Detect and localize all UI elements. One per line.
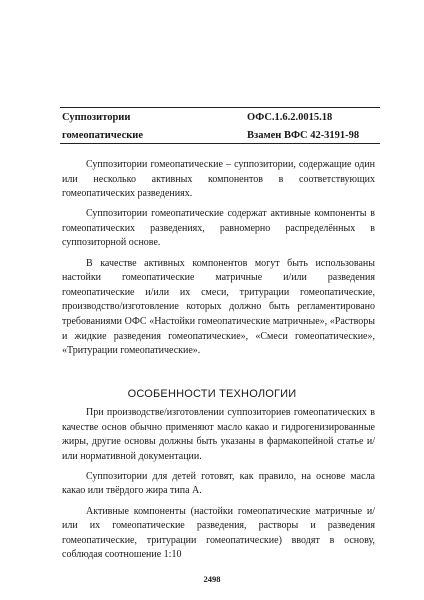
replaces-code: Взамен ВФС 42-3191-98 <box>247 130 360 141</box>
paragraph-bases: При производстве/изготовлении суппозиториев гомеопатических в качестве основ обычно применяют масло какао и гидрогенизированные жиры, другие основы должны быть указаны в фармакопейной статье и/или нормативной документации. <box>62 407 375 462</box>
monograph-code: ОФС.1.6.2.0015.18 <box>247 112 333 123</box>
paragraph-active-components: В качестве активных компонентов могут быть использованы настойки гомеопатические матричные и/или разведения гомеопатические и/или их смеси, тритурации гомеопатические, производство/изготовление которых должно быть регламентировано требованиями ОФС «Настойки гомеопатические матричные», «Растворы и жидкие разведения гомеопатические», «Смеси гомеопатические», «Тритурации гомеопатические». <box>62 257 375 357</box>
technology-section <box>62 406 375 565</box>
header-top-rule <box>60 107 380 108</box>
paragraph-children: Суппозитории для детей готовят, как правило, на основе масла какао или твёрдого жира типа А. <box>62 470 375 497</box>
page-number: 2498 <box>203 574 221 584</box>
paragraph-composition: Суппозитории гомеопатические содержат активные компоненты в гомеопатических разведениях, равномерно распределённых в суппозиторной основе. <box>62 208 375 249</box>
section-heading: ОСОБЕННОСТИ ТЕХНОЛОГИИ <box>127 388 297 400</box>
monograph-title-line2: гомеопатические <box>62 130 143 141</box>
header-bottom-rule <box>60 143 380 144</box>
paragraph-definition: Суппозитории гомеопатические – суппозитории, содержащие один или несколько активных компонентов в соответствующих гомеопатических разведениях. <box>62 159 375 200</box>
intro-section <box>62 158 375 364</box>
monograph-title-line1: Суппозитории <box>62 112 131 123</box>
paragraph-introduction-ratio: Активные компоненты (настойки гомеопатические матричные и/или их гомеопатические разведения, растворы и разведения гомеопатические, тритурации гомеопатические) вводят в основу, соблюдая соотношение 1:10 <box>62 505 375 561</box>
